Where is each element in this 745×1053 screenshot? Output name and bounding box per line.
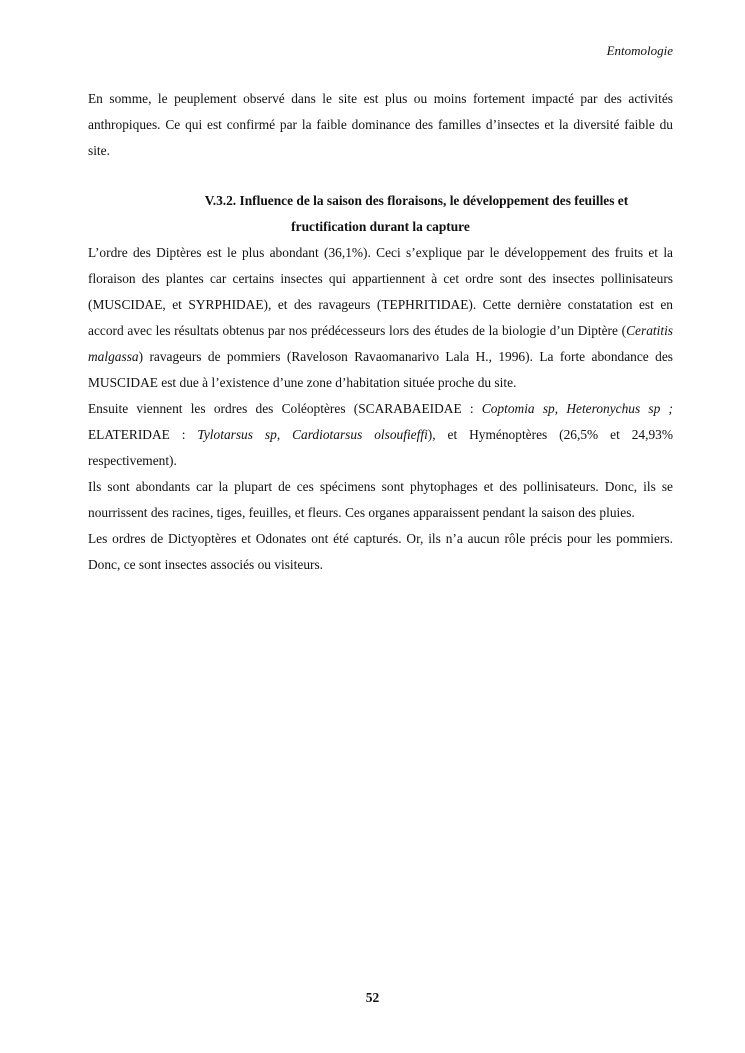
paragraph-coleoptera-part1: Ensuite viennent les ordres des Coléoptères (SCARABAEIDAE : [88,401,482,416]
paragraph-diptera-part1: L’ordre des Diptères est le plus abondant (36,1%). Ceci s’explique par le développement des fruits et la floraison des plantes car certains insectes qui appartiennent à cet ordre sont des insectes pollinisateurs (MUSCIDAE, et SYRPHIDAE), et des ravageurs (TEPHRITIDAE). Cette dernière constatation est en accord avec les résultats obtenus par nos prédécesseurs lors des études de la biologie d’un Diptère ( [88,245,673,338]
species-name: Heteronychus sp ; [566,401,674,416]
section-heading-line2: fructification durant la capture [291,219,470,234]
section-heading [88,188,673,240]
separator: , [276,427,293,442]
paragraph-diptera [88,240,673,396]
section-heading-line1: V.3.2. Influence de la saison des floraisons, le développement des feuilles et [204,193,629,208]
species-name: Tylotarsus sp [197,427,277,442]
running-header: Entomologie [606,43,673,58]
body-text [88,86,673,578]
separator: , [554,401,567,416]
paragraph-phytophages: Ils sont abondants car la plupart de ces spécimens sont phytophages et des pollinisateurs. Donc, ils se nourrissent des racines, tiges, feuilles, et fleurs. Ces organes apparaissent pendant la saison des pluies. [88,479,673,520]
page-number: 52 [365,990,380,1005]
intro-paragraph: En somme, le peuplement observé dans le site est plus ou moins fortement impacté par des activités anthropiques. Ce qui est confirmé par la faible dominance des familles d’insectes et la diversité faible du site. [88,91,673,158]
species-name: Cardiotarsus olsoufieffi [292,427,428,442]
species-name: Ceratitis malgassa [88,323,673,364]
paragraph-diptera-part2: ) ravageurs de pommiers (Raveloson Ravaomanarivo Lala H., 1996). La forte abondance des MUSCIDAE est due à l’existence d’une zone d’habitation située proche du site. [88,349,673,390]
paragraph-coleoptera-part2: ELATERIDAE : [88,427,198,442]
species-name: Coptomia sp [481,401,555,416]
paragraph-other-orders: Les ordres de Dictyoptères et Odonates ont été capturés. Or, ils n’a aucun rôle précis pour les pommiers. Donc, ce sont insectes associés ou visiteurs. [88,531,673,572]
paragraph-coleoptera-part3: ), et Hyménoptères (26,5% et 24,93% respectivement). [88,427,674,468]
paragraph-coleoptera [88,396,673,474]
paragraph-gap [88,164,673,188]
